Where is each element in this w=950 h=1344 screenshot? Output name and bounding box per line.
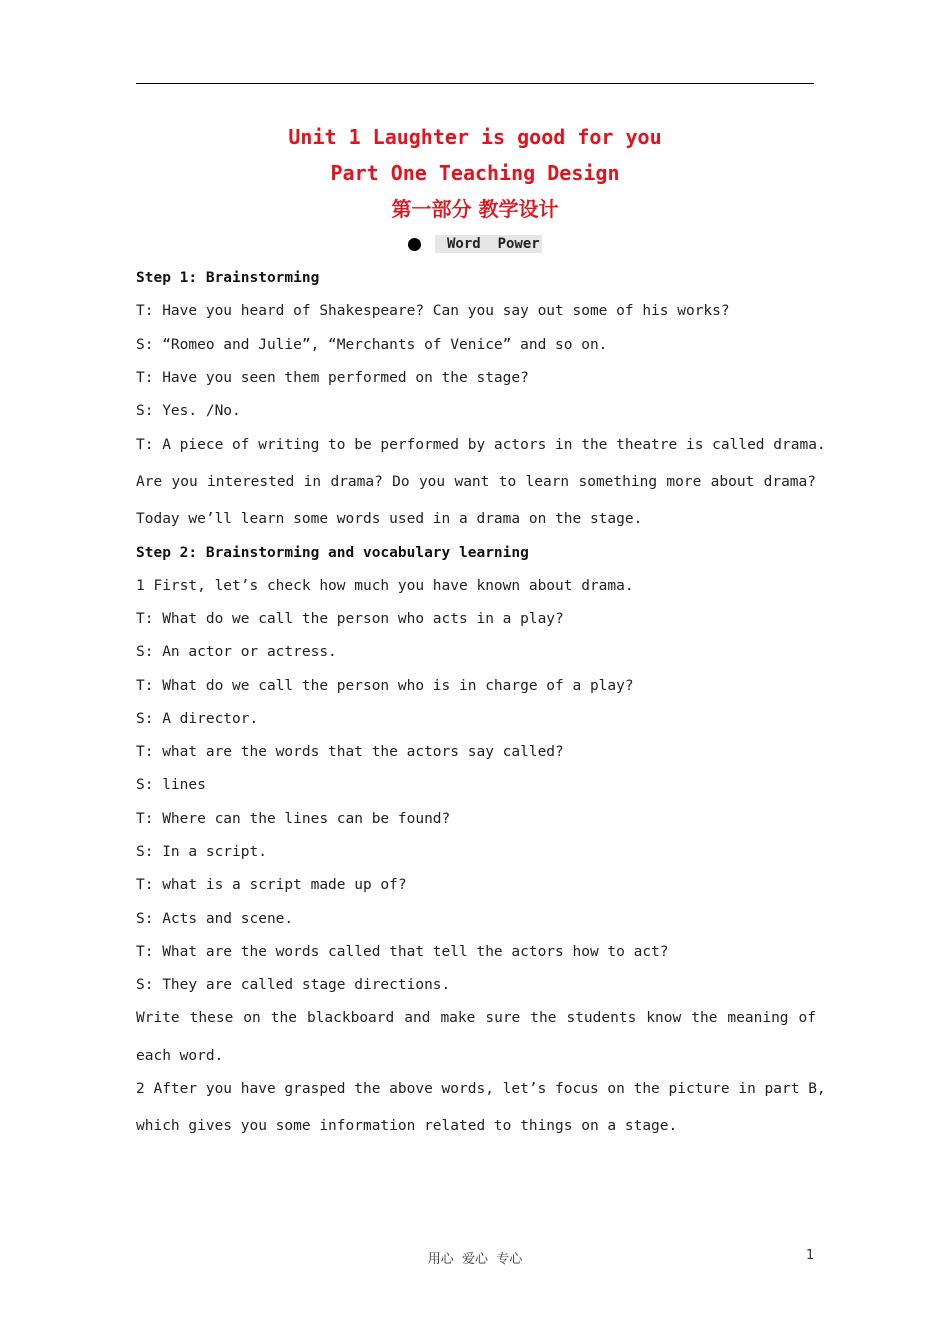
instruction-line: which gives you some information related to things on a stage. xyxy=(136,1118,678,1134)
instruction-line: each word. xyxy=(136,1048,224,1064)
dialogue-line: S: Acts and scene. xyxy=(136,911,294,927)
dialogue-line: S: Yes. /No. xyxy=(136,403,241,419)
dialogue-line: Today we’ll learn some words used in a drama on the stage. xyxy=(136,511,643,527)
dialogue-line: S: “Romeo and Julie”, “Merchants of Venice” and so on. xyxy=(136,337,608,353)
dialogue-line: S: lines xyxy=(136,777,206,793)
dialogue-line: T: what is a script made up of? xyxy=(136,877,407,893)
step-heading: Step 2: Brainstorming and vocabulary learning xyxy=(136,545,529,561)
instruction-line: 2 After you have grasped the above words, let’s focus on the picture in part B, xyxy=(136,1081,826,1097)
dialogue-line: T: what are the words that the actors say called? xyxy=(136,744,564,760)
step-heading: Step 1: Brainstorming xyxy=(136,270,320,286)
dialogue-line: T: Where can the lines can be found? xyxy=(136,811,451,827)
section-label: Word Power xyxy=(435,235,542,253)
dialogue-line: T: What are the words called that tell the actors how to act? xyxy=(136,944,669,960)
bullet-icon xyxy=(408,238,421,251)
dialogue-line: Are you interested in drama? Do you want to learn something more about drama? xyxy=(136,474,816,490)
unit-title: Unit 1 Laughter is good for you xyxy=(288,125,662,149)
part-title-chinese: 第一部分 教学设计 xyxy=(391,197,559,221)
part-title: Part One Teaching Design xyxy=(330,161,620,185)
dialogue-line: S: In a script. xyxy=(136,844,267,860)
dialogue-line: S: An actor or actress. xyxy=(136,644,337,660)
section-heading xyxy=(408,235,542,253)
page-number: 1 xyxy=(806,1248,815,1263)
dialogue-line: T: Have you heard of Shakespeare? Can you say out some of his works? xyxy=(136,303,730,319)
footer-motto: 用心 爱心 专心 xyxy=(427,1252,523,1267)
header-rule xyxy=(136,83,814,84)
dialogue-line: T: What do we call the person who acts in a play? xyxy=(136,611,564,627)
dialogue-line: T: A piece of writing to be performed by actors in the theatre is called drama. xyxy=(136,437,826,453)
instruction-line: 1 First, let’s check how much you have known about drama. xyxy=(136,578,634,594)
dialogue-line: T: What do we call the person who is in charge of a play? xyxy=(136,678,634,694)
instruction-line: Write these on the blackboard and make sure the students know the meaning of xyxy=(136,1010,816,1026)
dialogue-line: T: Have you seen them performed on the stage? xyxy=(136,370,529,386)
dialogue-line: S: A director. xyxy=(136,711,259,727)
dialogue-line: S: They are called stage directions. xyxy=(136,977,451,993)
